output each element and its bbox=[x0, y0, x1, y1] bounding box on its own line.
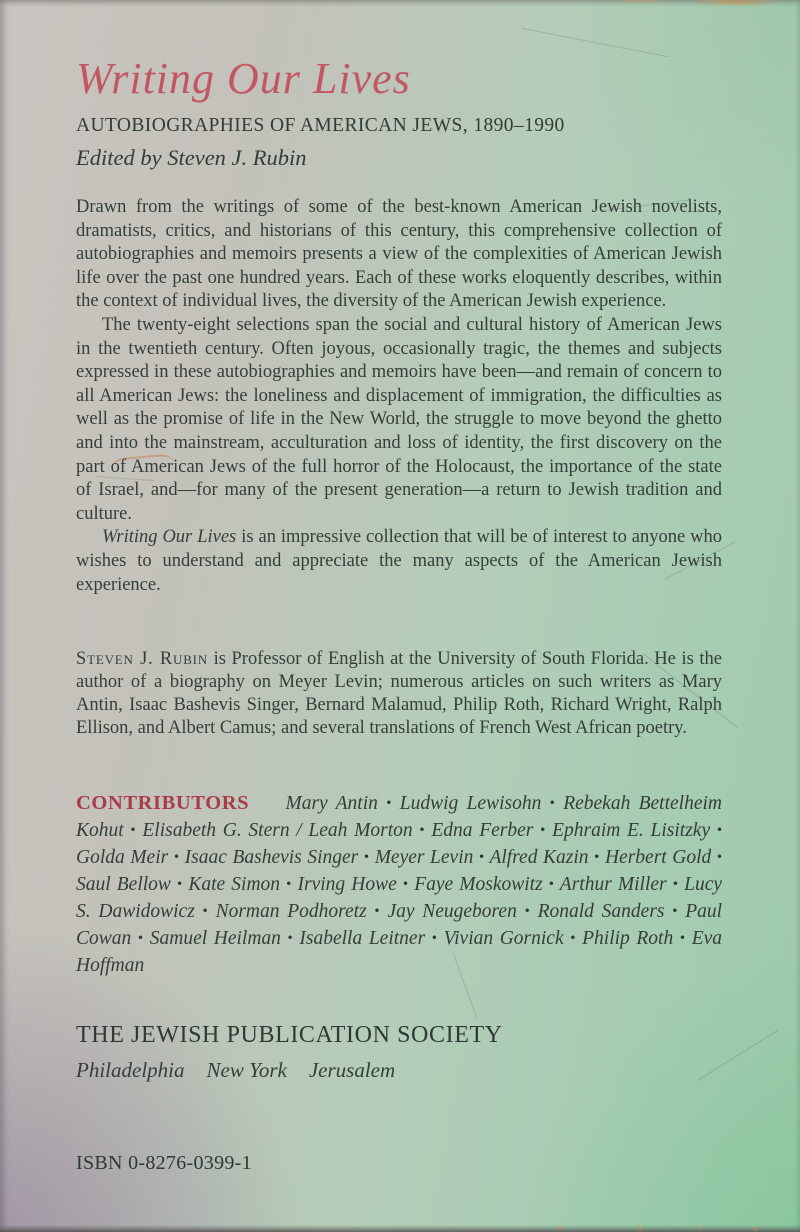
publisher-city: Jerusalem bbox=[308, 1058, 396, 1082]
bullet-separator: • bbox=[386, 795, 392, 812]
contributors-heading: CONTRIBUTORS bbox=[76, 792, 250, 814]
contributor-name: Lucy S. Dawidowicz bbox=[76, 874, 722, 923]
bullet-separator: • bbox=[716, 822, 723, 839]
bullet-separator: • bbox=[287, 930, 293, 947]
bullet-separator: • bbox=[419, 822, 425, 839]
publisher-cities bbox=[76, 1058, 722, 1083]
contributor-name: Ephraim E. Lisitzky bbox=[552, 820, 711, 842]
contributor-name: Ludwig Lewisohn bbox=[399, 793, 542, 814]
bullet-separator: • bbox=[548, 876, 555, 893]
contributor-name: Irving Howe bbox=[297, 874, 397, 896]
bullet-separator: • bbox=[478, 849, 485, 866]
bullet-separator: • bbox=[173, 849, 180, 866]
publisher-city: New York bbox=[206, 1058, 287, 1082]
editor-bio-section bbox=[76, 648, 722, 740]
contributor-name: Herbert Gold bbox=[604, 847, 712, 869]
bullet-separator: • bbox=[570, 930, 576, 947]
worn-bottom-edge bbox=[0, 1225, 800, 1232]
contributor-name: Arthur Miller bbox=[559, 874, 667, 896]
edited-by-line: Edited by Steven J. Rubin bbox=[76, 145, 307, 171]
contributor-name: Faye Moskowitz bbox=[414, 874, 543, 896]
bullet-separator: • bbox=[672, 903, 678, 920]
bullet-separator: • bbox=[672, 876, 678, 893]
book-subtitle: AUTOBIOGRAPHIES OF AMERICAN JEWS, 1890–1990 bbox=[76, 115, 565, 137]
contributors-paragraph bbox=[76, 790, 722, 980]
bullet-separator: • bbox=[540, 822, 546, 839]
contributor-name: Rebekah Bettelheim Kohut bbox=[76, 793, 722, 842]
book-title: Writing Our Lives bbox=[76, 54, 411, 103]
description-paragraph-1: Drawn from the writings of some of the best-known American Jewish novelists, dramatists, critics, and historians of this century, this comprehensive collection of autobiographies and memoirs presents a view of the complexities of American Jewish life over the past one hundred years. Each of these works eloquently describes, within the context of individual lives, the diversity of the American Jewish experience. bbox=[76, 197, 722, 312]
editor-name: Steven J. Rubin bbox=[76, 649, 208, 669]
inline-book-title: Writing Our Lives bbox=[102, 527, 237, 548]
scratch-mark bbox=[521, 28, 668, 58]
bullet-separator: • bbox=[431, 930, 438, 947]
contributors-list bbox=[76, 793, 722, 976]
contributor-name: Meyer Levin bbox=[374, 847, 474, 869]
bullet-separator: • bbox=[177, 876, 183, 893]
publisher-name: THE JEWISH PUBLICATION SOCIETY bbox=[76, 1022, 503, 1048]
description-section bbox=[76, 196, 722, 597]
bullet-separator: • bbox=[286, 876, 292, 893]
description-paragraph-2: The twenty-eight selections span the social and cultural history of American Jews in the twentieth century. Often joyous, occasionally tragic, the themes and subjects expressed in these autobiographies and memoirs have been—and remain of concern to all American Jews: the loneliness and displacement of immigration, the difficulties as well as the promise of life in the New World, the struggle to move beyond the ghetto and into the mainstream, acculturation and loss of identity, the first discovery on the part of American Jews of the full horror of the Holocaust, the importance of the state of Israel, and—for many of the present generation—a return to Jewish tradition and culture. bbox=[76, 314, 722, 524]
contributor-name: Edna Ferber bbox=[431, 820, 534, 842]
bullet-separator: • bbox=[716, 849, 723, 866]
contributor-name: Jay Neugeboren bbox=[387, 901, 517, 923]
bullet-separator: • bbox=[130, 822, 136, 839]
contributor-name: Eva Hoffman bbox=[76, 928, 723, 977]
contributor-name: Samuel Heilman bbox=[149, 928, 281, 950]
worn-top-edge bbox=[0, 0, 800, 7]
contributor-name: Elisabeth G. Stern / Leah Morton bbox=[142, 820, 413, 842]
editor-bio-paragraph bbox=[76, 648, 722, 740]
bullet-separator: • bbox=[374, 903, 380, 920]
editor-bio-text: is Professor of English at the University of South Florida. He is the author of a biography on Meyer Levin; numerous articles on such writers as Mary Antin, Isaac Bashevis Singer, Bernard Malamud, Philip Roth, Richard Wright, Ralph Ellison, and Albert Camus; and several translations of French West African poetry. bbox=[76, 649, 722, 738]
bullet-separator: • bbox=[202, 903, 208, 920]
description-paragraph-3 bbox=[76, 526, 722, 597]
contributor-name: Isaac Bashevis Singer bbox=[184, 847, 359, 869]
bullet-separator: • bbox=[679, 930, 686, 947]
contributors-section bbox=[76, 790, 722, 980]
contributor-name: Paul Cowan bbox=[76, 901, 723, 950]
bullet-separator: • bbox=[524, 903, 530, 920]
bullet-separator: • bbox=[363, 849, 370, 866]
contributor-name: Mary Antin bbox=[285, 793, 378, 814]
contributor-name: Norman Podhoretz bbox=[215, 901, 367, 923]
cover-header bbox=[76, 56, 722, 171]
paragraph-3-text: is an impressive collection that will be of interest to anyone who wishes to understand and appreciate the many aspects of the American Jewish experience. bbox=[76, 527, 722, 595]
publisher-city: Philadelphia bbox=[76, 1058, 185, 1082]
contributor-name: Kate Simon bbox=[188, 874, 281, 896]
contributor-name: Philip Roth bbox=[582, 928, 674, 950]
contributor-name: Vivian Gornick bbox=[443, 928, 564, 950]
bullet-separator: • bbox=[137, 930, 144, 947]
publisher-section bbox=[76, 1022, 722, 1083]
contributor-name: Isabella Leitner bbox=[299, 928, 426, 950]
contributor-name: Golda Meir bbox=[76, 847, 169, 869]
bullet-separator: • bbox=[549, 795, 555, 812]
isbn: ISBN 0-8276-0399-1 bbox=[76, 1152, 252, 1174]
contributor-name: Ronald Sanders bbox=[537, 901, 665, 923]
bullet-separator: • bbox=[402, 876, 409, 893]
bullet-separator: • bbox=[594, 849, 600, 866]
contributor-name: Alfred Kazin bbox=[489, 847, 589, 869]
contributor-name: Saul Bellow bbox=[76, 874, 171, 896]
